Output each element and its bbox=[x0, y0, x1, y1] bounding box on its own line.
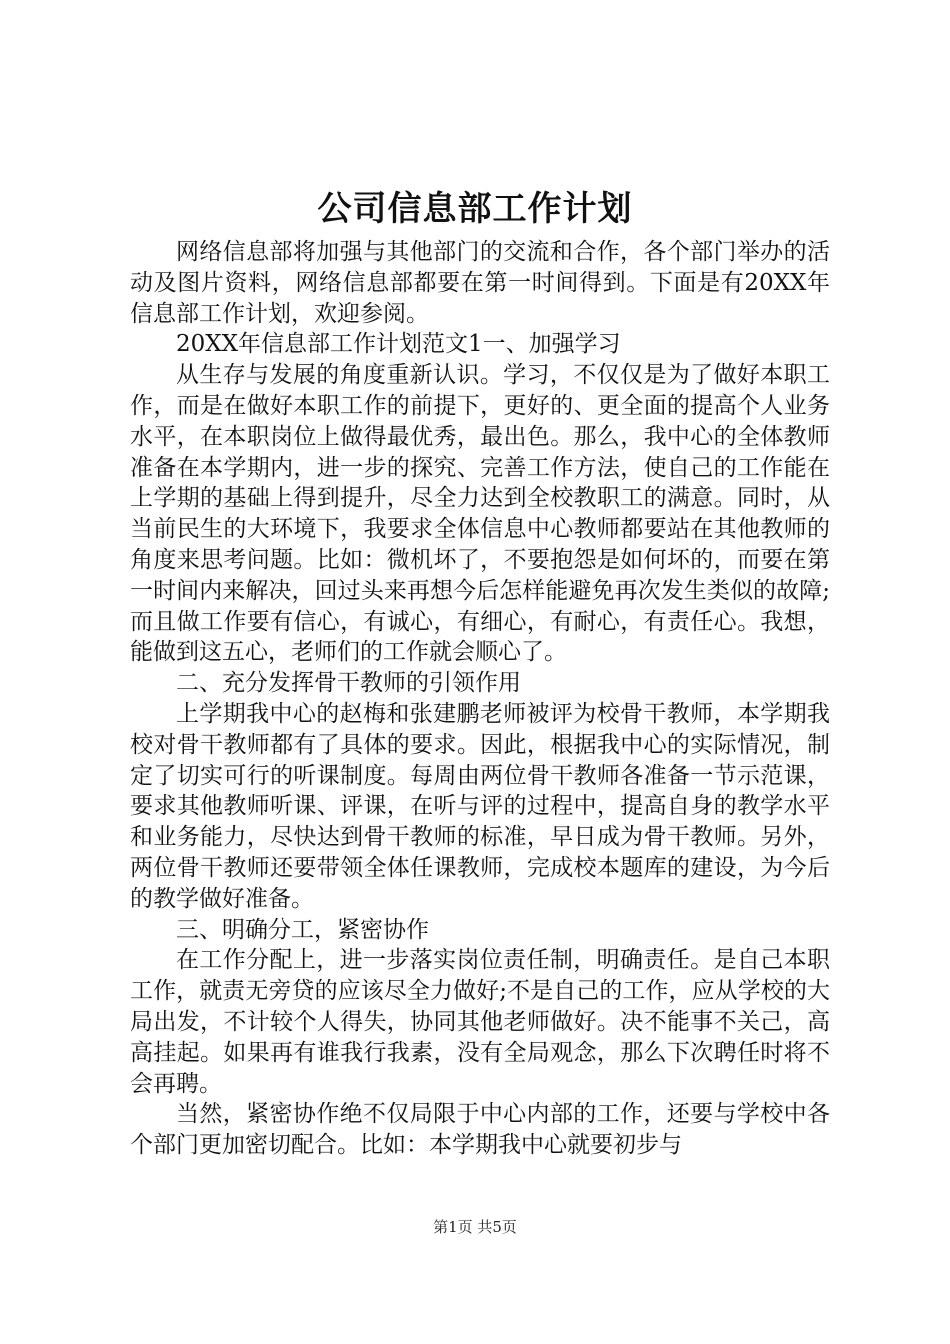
body-paragraph-2: 上学期我中心的赵梅和张建鹏老师被评为校骨干教师，本学期我校对骨干教师都有了具体的要求。因此，根据我中心的实际情况，制定了切实可行的听课制度。每周由两位骨干教师各准备一节示范课，要求其他教师听课、评课，在听与评的过程中，提高自身的教学水平和业务能力，尽快达到骨干教师的标准，早日成为骨干教师。另外，两位骨干教师还要带领全体任课教师，完成校本题库的建设，为今后的教学做好准备。 bbox=[130, 700, 830, 912]
intro-paragraph: 网络信息部将加强与其他部门的交流和合作，各个部门举办的活动及图片资料，网络信息部都要在第一时间得到。下面是有20XX年信息部工作计划，欢迎参阅。 bbox=[130, 239, 830, 327]
body-paragraph-4: 当然，紧密协作绝不仅局限于中心内部的工作，还要与学校中各个部门更加密切配合。比如：本学期我中心就要初步与 bbox=[130, 1101, 830, 1159]
document-title: 公司信息部工作计划 bbox=[317, 189, 633, 229]
section-heading-1: 20XX年信息部工作计划范文1一、加强学习 bbox=[176, 331, 621, 358]
section-heading-2: 二、充分发挥骨干教师的引领作用 bbox=[176, 670, 521, 697]
body-paragraph-1: 从生存与发展的角度重新认识。学习，不仅仅是为了做好本职工作，而是在做好本职工作的前提下，更好的、更全面的提高个人业务水平，在本职岗位上做得最优秀，最出色。那么，我中心的全体教师准备在本学期内，进一步的探究、完善工作方法，使自己的工作能在上学期的基础上得到提升，尽全力达到全校教职工的满意。同时，从当前民生的大环境下，我要求全体信息中心教师都要站在其他教师的角度来思考问题。比如：微机坏了，不要抱怨是如何坏的，而要在第一时间内来解决，回过头来再想今后怎样能避免再次发生类似的故障;而且做工作要有信心，有诚心，有细心，有耐心，有责任心。我想，能做到这五心，老师们的工作就会顺心了。 bbox=[130, 362, 830, 666]
body-paragraph-3: 在工作分配上，进一步落实岗位责任制，明确责任。是自己本职工作，就责无旁贷的应该尽全力做好;不是自己的工作，应从学校的大局出发，不计较个人得失，协同其他老师做好。决不能事不关己，高高挂起。如果再有谁我行我素，没有全局观念，那么下次聘任时将不会再聘。 bbox=[130, 947, 830, 1097]
section-heading-3: 三、明确分工，紧密协作 bbox=[176, 916, 429, 943]
document-body bbox=[130, 237, 830, 1161]
page-footer: 第1页 共5页 bbox=[433, 1218, 517, 1236]
